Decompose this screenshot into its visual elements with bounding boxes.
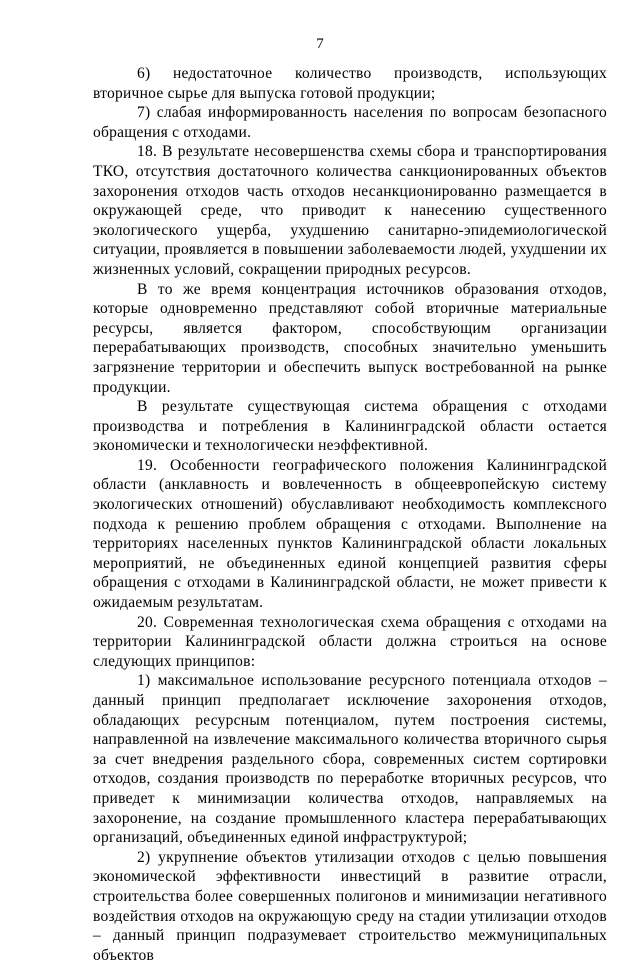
- paragraph-19: 19. Особенности географического положения Калининградской области (анклавность и вовлеченность в общеевропейскую систему экологических отношений) обуславливают необходимость комплексного подхода к решению проблем обращения с отходами. Выполнение на территориях населенных пунктов Калининградской области локальных мероприятий, не объединенных единой концепцией развития сферы обращения с отходами в Калининградской области, не может привести к ожидаемым результатам.: [93, 456, 607, 612]
- page-number: 7: [316, 36, 324, 52]
- paragraph-concentration: В то же время концентрация источников образования отходов, которые одновременно представляют собой вторичные материальные ресурсы, является фактором, способствующим организации перерабатывающих производств, способных значительно уменьшить загрязнение территории и обеспечить выпуск востребованной на рынке продукции.: [93, 280, 607, 396]
- principle-2: 2) укрупнение объектов утилизации отходов с целью повышения экономической эффективности инвестиций в развитие отрасли, строительства более совершенных полигонов и минимизации негативного воздействия отходов на окружающую среду на стадии утилизации отходов – данный принцип подразумевает строительство межмуниципальных объектов: [93, 848, 607, 964]
- paragraph-result: В результате существующая система обращения с отходами производства и потребления в Калининградской области остается экономически и технологически неэффективной.: [93, 398, 607, 455]
- paragraph-18: 18. В результате несовершенства схемы сбора и транспортирования ТКО, отсутствия достаточного количества санкционированных объектов захоронения отходов часть отходов несанкционированно размещается в окружающей среде, что приводит к нанесению существенного экологического ущерба, ухудшению санитарно-эпидемиологической ситуации, проявляется в повышении заболеваемости людей, ухудшении их жизненных условий, сокращении природных ресурсов.: [93, 143, 607, 278]
- document-body: [93, 64, 607, 965]
- paragraph-20: 20. Современная технологическая схема обращения с отходами на территории Калининградской области должна строиться на основе следующих принципов:: [93, 613, 607, 670]
- principle-1: 1) максимальное использование ресурсного потенциала отходов – данный принцип предполагает исключение захоронения отходов, обладающих ресурсным потенциалом, путем построения системы, направленной на извлечение максимального количества вторичного сырья за счет внедрения раздельного сбора, современных систем сортировки отходов, создания производств по переработке вторичных ресурсов, что приведет к минимизации количества отходов, направляемых на захоронение, на создание промышленного кластера перерабатывающих организаций, объединенных единой инфраструктурой;: [93, 672, 607, 847]
- paragraph-item-6: 6) недостаточное количество производств, использующих вторичное сырье для выпуска готовой продукции;: [93, 65, 607, 102]
- paragraph-item-7: 7) слабая информированность населения по вопросам безопасного обращения с отходами.: [93, 104, 607, 141]
